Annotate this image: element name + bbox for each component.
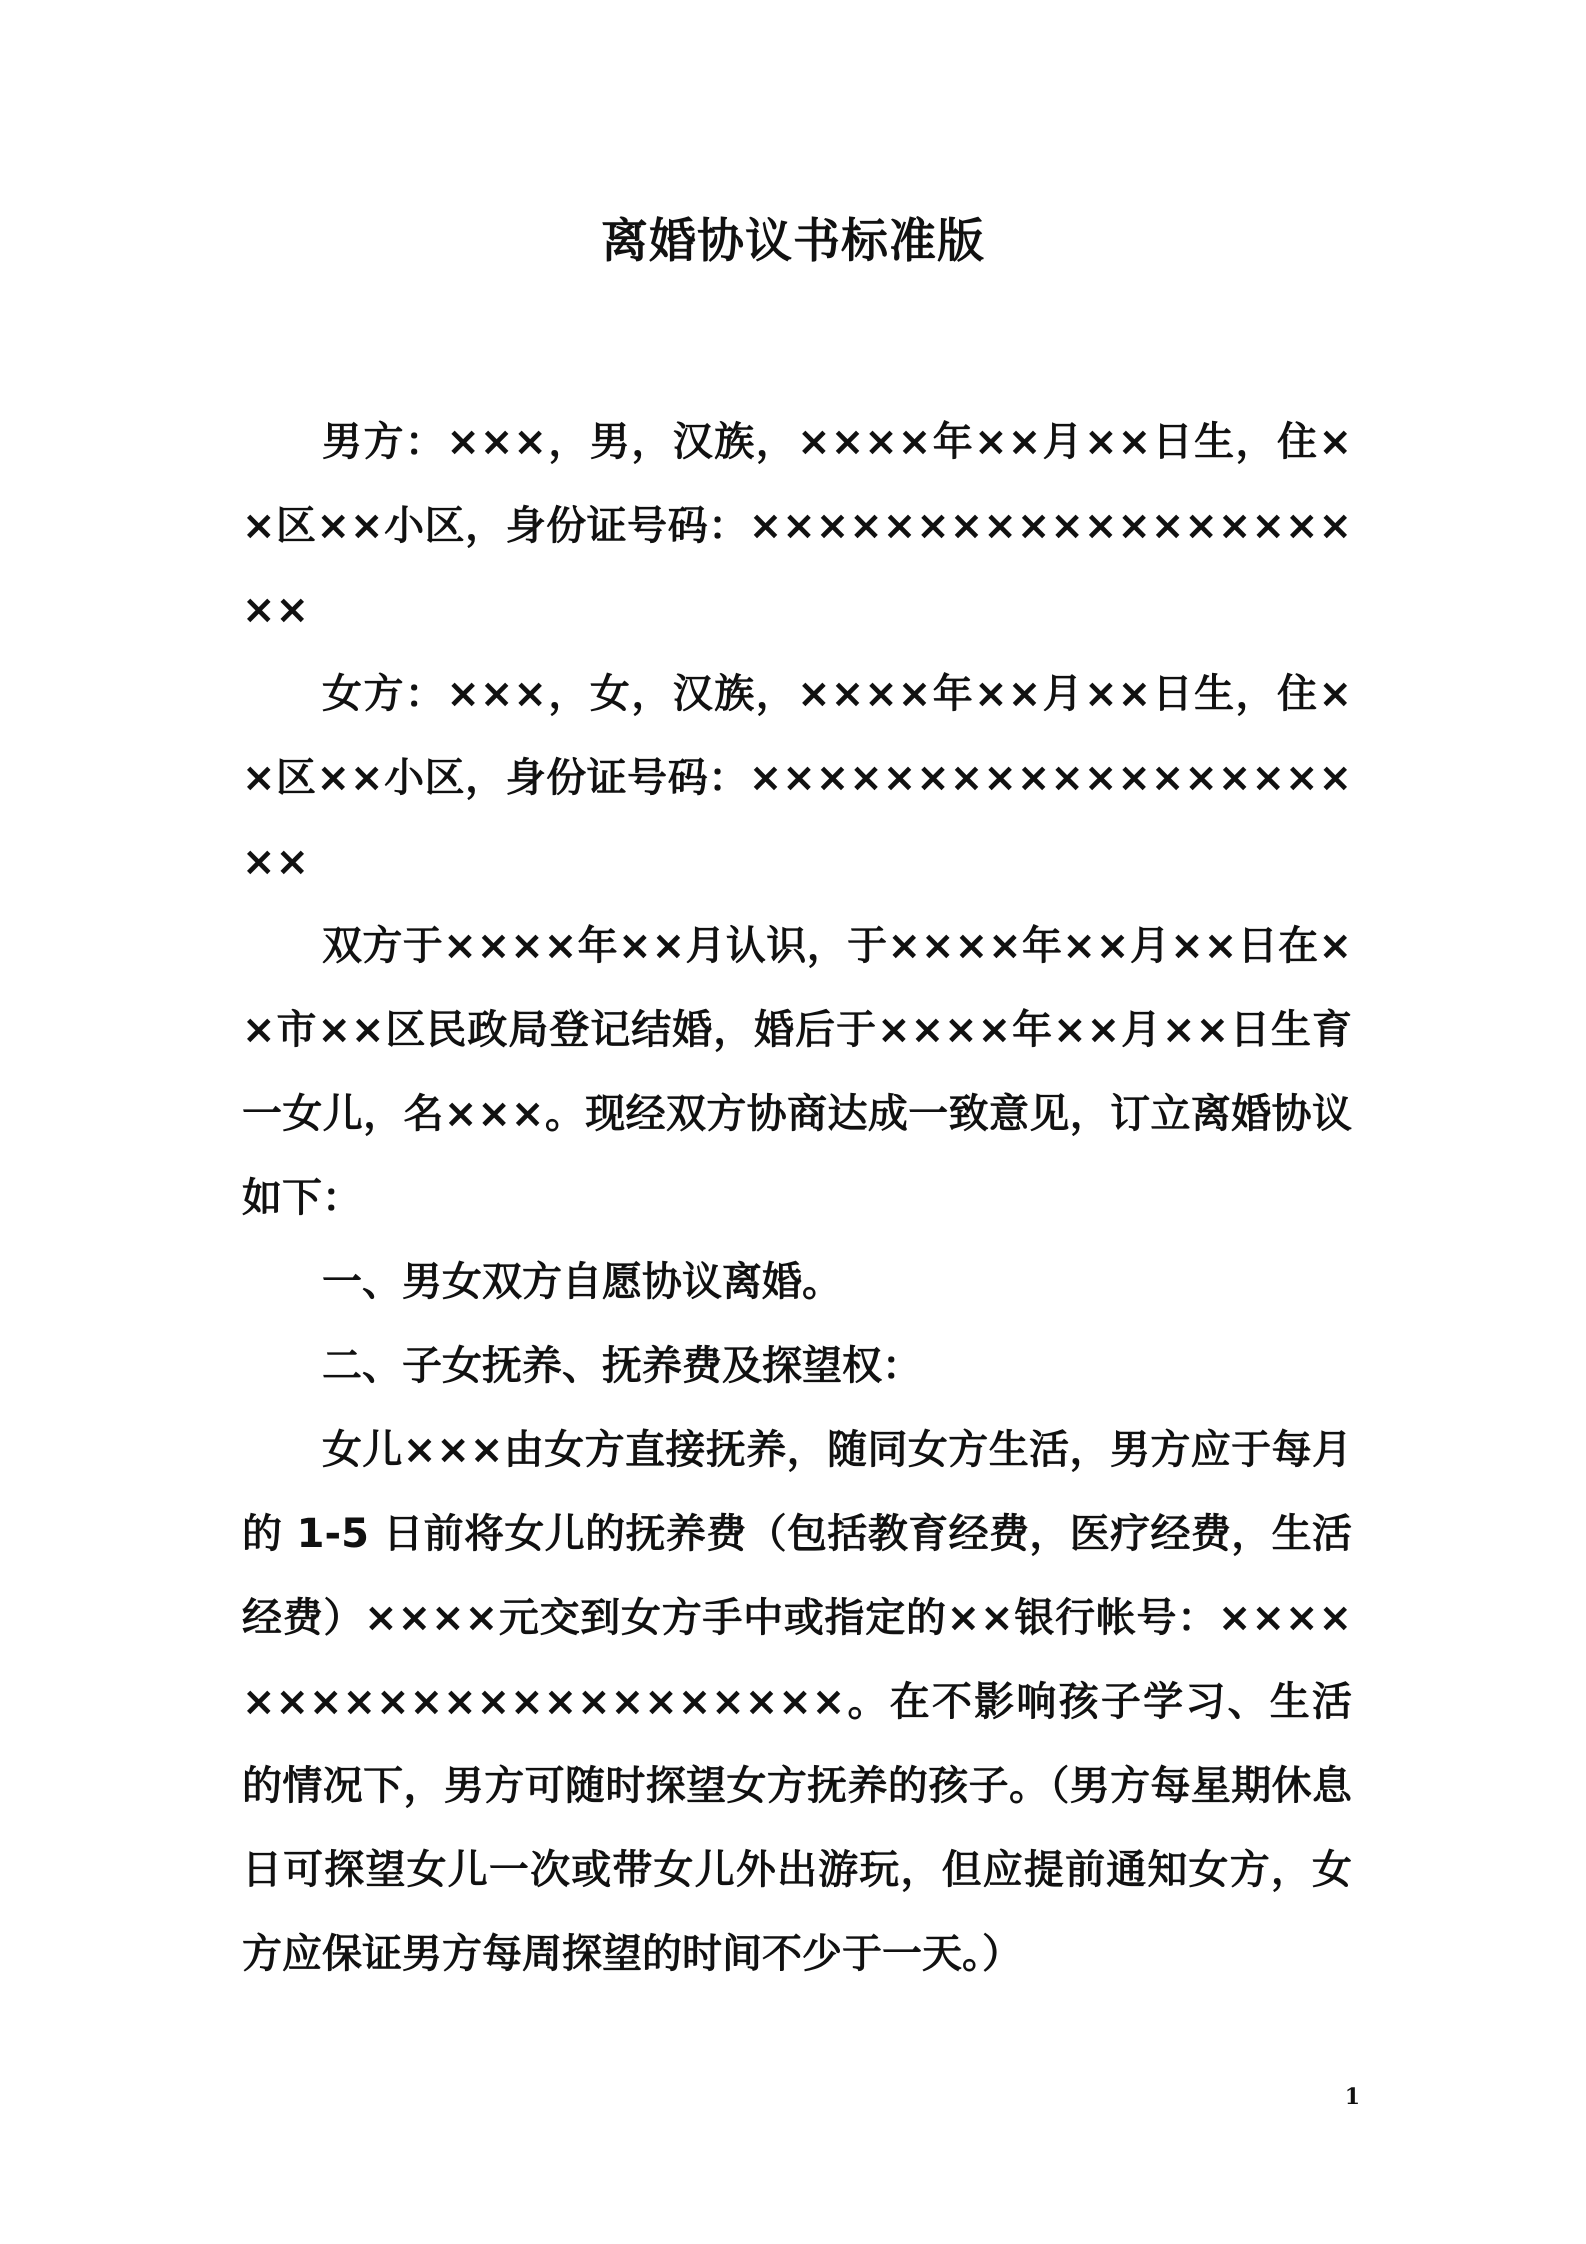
clause-2-heading-child-custody: 二、子女抚养、抚养费及探望权： xyxy=(322,1343,922,1389)
clause-1-voluntary-divorce: 一、男女双方自愿协议离婚。 xyxy=(322,1259,842,1305)
document-body xyxy=(242,400,1352,1996)
paragraph-female-party: 女方：×××，女，汉族，××××年××月××日生，住××区××小区，身份证号码：×××××××××××××××××××× xyxy=(242,671,1352,885)
document-title: 离婚协议书标准版 xyxy=(601,214,985,269)
paragraph-marriage-background: 双方于××××年××月认识，于××××年××月××日在××市××区民政局登记结婚，婚后于××××年××月××日生育一女儿，名×××。现经双方协商达成一致意见，订立离婚协议如下： xyxy=(242,923,1352,1221)
page-number: 1 xyxy=(1344,2084,1360,2110)
paragraph-male-party: 男方：×××，男，汉族，××××年××月××日生，住××区××小区，身份证号码：×××××××××××××××××××× xyxy=(242,419,1352,633)
paragraph-child-support-visitation: 女儿×××由女方直接抚养，随同女方生活，男方应于每月的 1-5 日前将女儿的抚养费（包括教育经费，医疗经费，生活经费）××××元交到女方手中或指定的××银行帐号：××××××××××××××××××××××。在不影响孩子学习、生活的情况下，男方可随时探望女方抚养的孩子。（男方每星期休息日可探望女儿一次或带女儿外出游玩，但应提前通知女方，女方应保证男方每周探望的时间不少于一天。） xyxy=(242,1427,1352,1977)
